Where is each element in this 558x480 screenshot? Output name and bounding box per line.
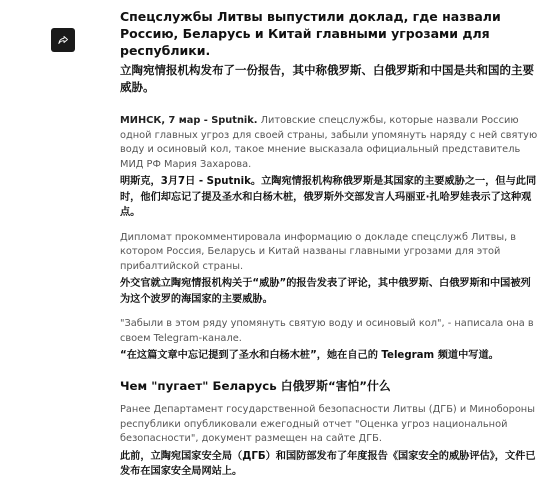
section-heading: Чем "пугает" Беларусь 白俄罗斯“害怕”什么 [120,378,391,393]
article-title-ru: Спецслужбы Литвы выпустили доклад, где назвали Россию, Беларусь и Китай главными угрозами для республики. [120,9,501,58]
paragraph-2-ru: Дипломат прокомментировала информацию о докладе спецслужб Литвы, в котором Россия, Беларусь и Китай названы главными угрозами для этой прибалтийской страны. [120,231,517,272]
paragraph-3-ru: "Забыли в этом ряду упомянуть святую воду и осиновый кол", - написала она в своем Telegram-канале. [120,318,534,344]
paragraph-2-zh: 外交官就立陶宛情报机构关于“威胁”的报告发表了评论，其中俄罗斯、白俄罗斯和中国被列为这个波罗的海国家的主要威胁。 [120,278,531,305]
article-body [120,8,540,480]
share-button[interactable] [51,28,75,52]
dateline: МИНСК, 7 мар - Sputnik. [120,115,258,126]
paragraph-1-zh: 明斯克，3月7日 - Sputnik。立陶宛情报机构称俄罗斯是其国家的主要威胁之一，但与此同时，他们却忘记了提及圣水和白杨木桩，俄罗斯外交部发言人玛丽亚·扎哈罗娃表示了这种观点。 [120,176,537,218]
paragraph-1-ru [120,114,540,172]
paragraph-1-ru-text: Литовские спецслужбы, которые назвали Россию одной главных угроз для своей страны, забыли упомянуть наряду с ней святую воду и осиновый кол, такое мнение высказала официальный представитель МИД РФ Мария Захарова. [120,115,538,170]
paragraph-4-zh: 此前，立陶宛国家安全局（ДГБ）和国防部发布了年度报告《国家安全的威胁评估》，文件已发布在国家安全局网站上。 [120,450,536,478]
share-icon [57,34,69,46]
paragraph-4-ru: Ранее Департамент государственной безопасности Литвы (ДГБ) и Минобороны республики опубликовали ежегодный отчет "Оценка угроз национальной безопасности", документ размещен на сайте ДГБ. [120,404,535,445]
article-title-zh: 立陶宛情报机构发布了一份报告，其中称俄罗斯、白俄罗斯和中国是共和国的主要威胁。 [120,63,534,94]
paragraph-3-zh: “在这篇文章中忘记提到了圣水和白杨木桩”，她在自己的 Telegram 频道中写道。 [120,350,499,361]
